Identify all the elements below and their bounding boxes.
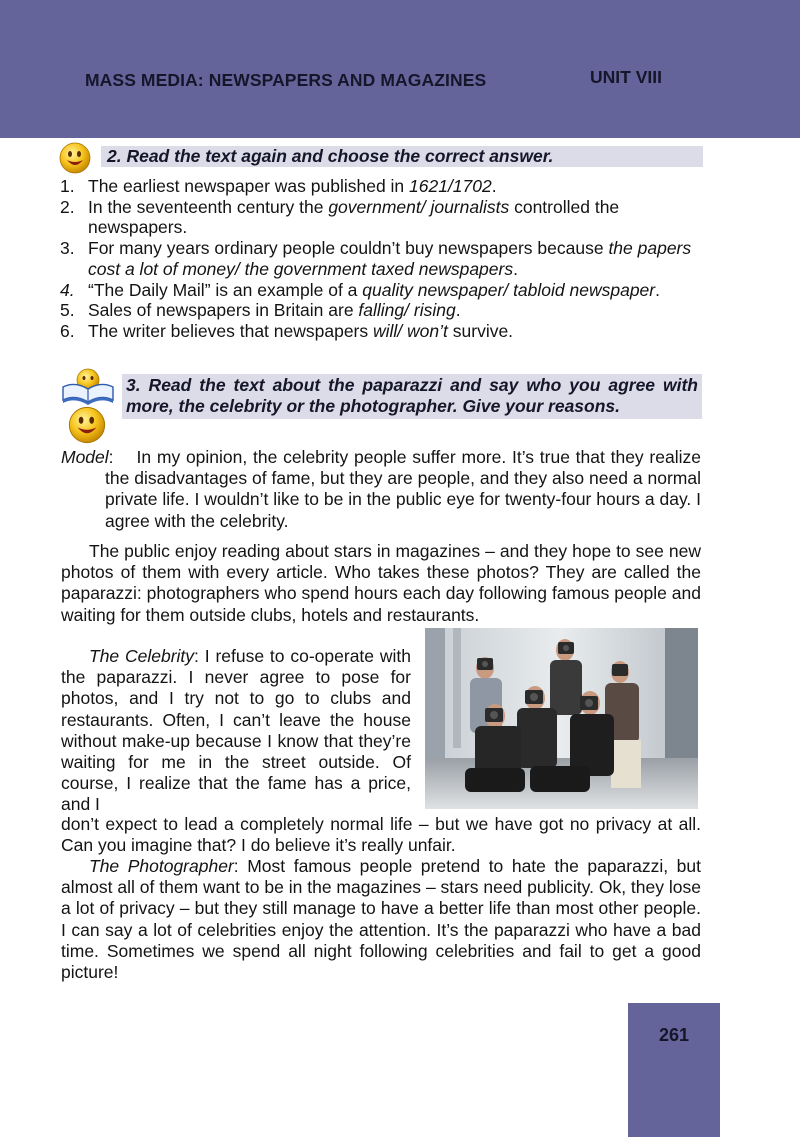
page-number: 261 [658,1025,690,1045]
task2-heading: 2. Read the text again and choose the correct answer. [101,146,703,167]
model-label: Model [61,447,109,467]
celebrity-paragraph-continued: don’t expect to lead a completely normal life – but we have got no privacy at all. Can you imagine that? I do believe it’s really unfair. [61,814,701,856]
answer-list [60,176,710,342]
list-item: 3. For many years ordinary people couldn’t buy newspapers because the papers cost a lot of money/ the government taxed newspapers. [60,238,692,279]
list-item: 4. “The Daily Mail” is an example of a quality newspaper/ tabloid newspaper. [60,279,660,300]
unit-label: UNIT VIII [590,67,662,87]
model-answer: Model: In my opinion, the celebrity people suffer more. It’s true that they realize the disadvantages of fame, but they are people, and they also need a normal private life. I wouldn’t like to be in the public eye for twenty-four hours a day. I agree with the celebrity. [61,447,701,531]
chapter-title: MASS MEDIA: NEWSPAPERS AND MAGAZINES [85,70,487,90]
list-item: 2. In the seventeenth century the government/ journalists controlled the newspapers. [60,196,620,238]
header-band [0,0,800,138]
page-number-tab [628,1003,720,1137]
photographer-label: The Photographer [89,856,234,876]
smiley-icon [58,141,92,175]
celebrity-label: The Celebrity [89,646,195,666]
article-intro: The public enjoy reading about stars in magazines – and they hope to see new photos of them with every article. Who takes these photos? They are called the paparazzi: photographers who spend hours each day following famous people and waiting for them outside clubs, hotels and restaurants. [61,541,701,625]
paparazzi-photo [425,628,698,809]
book-icon [60,365,116,405]
model-text: In my opinion, the celebrity people suffer more. It’s true that they realize the disadvantages of fame, but they are people, and they also need a normal private life. I wouldn’t like to be in the public eye for twenty-four hours a day. I agree with the celebrity. [105,447,701,531]
list-item: 6. The writer believes that newspapers will/ won’t survive. [60,320,514,341]
list-item: 1. The earliest newspaper was published in 1621/1702. [60,176,497,196]
list-item: 5. Sales of newspapers in Britain are falling/ rising. [60,300,461,321]
task3-heading: 3. Read the text about the paparazzi and say who you agree with more, the celebrity or the photographer. Give your reasons. [122,374,702,419]
photographer-paragraph: The Photographer: Most famous people pretend to hate the paparazzi, but almost all of them want to be in the magazines – stars need publicity. Ok, they lose a lot of privacy – but they still manage to have a better life than most other people. I can say a lot of celebrities enjoy the attention. It’s the paparazzi who have a bad time. Sometimes we spend all night following celebrities and fail to get a good picture! [61,856,701,983]
celebrity-paragraph: The Celebrity: I refuse to co-operate with the paparazzi. I never agree to pose for photos, and I try not to go to clubs and restaurants. Often, I can’t leave the house without make-up because I know that they’re waiting for me in the street outside. Of course, I realize that the fame has a price, and I [61,646,411,815]
smiley-icon [67,405,107,445]
